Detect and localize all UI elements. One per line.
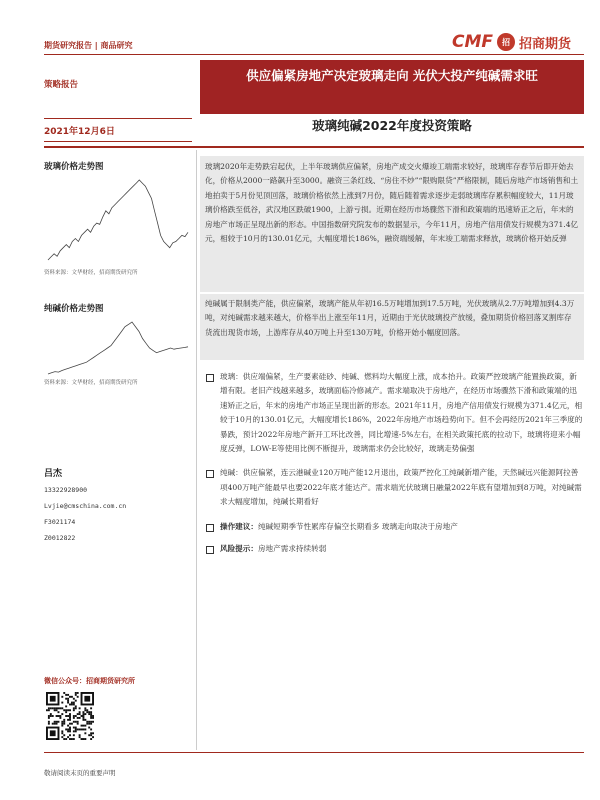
header-section-label: 期货研究报告 | 商品研究 (44, 41, 133, 50)
logo-cmf-text: CMF (452, 32, 494, 52)
author-contact (44, 482, 126, 546)
report-date: 2021年12月6日 (44, 127, 115, 137)
report-subtitle: 玻璃纯碱2022年度投资策略 (312, 118, 472, 133)
company-logo (452, 32, 571, 52)
soda-chart-source: 资料来源：文华财经，招商期货研究所 (44, 380, 138, 386)
subtitle-rule (44, 146, 584, 148)
key-points-list (206, 370, 584, 556)
author-cert-investment: Z0012822 (44, 534, 76, 542)
summary-glass-paragraph: 玻璃2020年走势跌宕起伏，上半年玻璃供应偏紧，房地产成交火爆竣工端需求较好，玻璃库存春节后即开始去化，价格从2000一路飙升至3000。融资三条红线、“房住不炒”“限购限贷”严格限制，随后房地产市场销售和土地拍卖于5月份见顶回落，玻璃价格依然上涨到7月份，随后随着需求逐步走弱玻璃库存累积幅度较大，11月玻璃价格跌至低谷，武汉地区跌破1900，上游亏损。近期在经历市场骤然下滑和政策端的迅速矫正之后，年末的房地产市场正呈现出新的形态。中国指数研究院发布的数据显示，今年11月，房地产信用债发行规模为371.4亿元，相较于10月的130.01亿元，大幅度增长186%，融资端缓解，年末竣工端需求释放，玻璃价格开始反弹 (205, 162, 579, 244)
date-rule-bottom (44, 141, 192, 142)
footer-disclaimer: 敬请阅读末页的重要声明 (44, 769, 116, 777)
soda-ash-price-chart (44, 318, 192, 378)
author-cert-futures: F3021174 (44, 518, 76, 526)
list-item: 玻璃：供应端偏紧，生产要素硅砂、纯碱、燃料均大幅度上涨，成本抬升。政策严控玻璃产能置换政策，新增有限。老旧产线越来越多，玻璃面临冷修减产。需求端取决于房地产，在经历市场骤然下滑和政策端的迅速矫正之后，年末的房地产市场正呈现出新的形态。2021年11月，房地产信用债发行规模为371.4亿元，相较于10月的130.01亿元，大幅度增长186%，2022年房地产市场趋势向下。但不会再经历2021年三季度的暴跌，预计2022年房地产新开工环比改善，同比增速-5%左右，在相关政策托底的拉动下，玻璃将迎来小幅度反弹，LOW-E等使用比例不断提升，玻璃需求仍会比较好，玻璃走势偏强 (206, 370, 584, 456)
glass-price-line (48, 180, 188, 260)
wechat-label: 微信公众号：招商期货研究所 (44, 677, 135, 685)
author-phone: 13322928900 (44, 486, 88, 494)
square-bullet-icon (206, 546, 214, 554)
header-rule (44, 54, 584, 55)
square-bullet-icon (206, 374, 214, 382)
report-type-label: 策略报告 (44, 80, 79, 90)
square-bullet-icon (206, 524, 214, 532)
footer-rule (44, 752, 584, 753)
report-title: 供应偏紧房地产决定玻璃走向 光伏大投产纯碱需求旺 (200, 60, 584, 114)
soda-price-line (48, 322, 188, 374)
square-bullet-icon (206, 470, 214, 478)
column-divider (196, 150, 197, 750)
wechat-qr-code-icon[interactable] (46, 692, 94, 740)
summary-soda-paragraph: 纯碱属于限制类产能，供应偏紧，玻璃产能从年初16.5万吨增加到17.5万吨，光伏玻璃从2.7万吨增加到4.3万吨，对纯碱需求越来越大，价格半出上涨至年11月，近期由于光伏玻璃投产放缓，叠加期货价格回落叉割库存货流出现货市场，上游库存从40万吨上升至130万吨，价格开始小幅度回落。 (205, 299, 575, 337)
list-item: 纯碱：供应偏紧，连云港碱业120万吨产能12月退出，政策严控化工纯碱新增产能，天然碱远兴能源阿拉善项400万吨产能最早也要2022年底才能达产。需求端光伏玻璃日融量2022年底有望增加到8万吨，对纯碱需求大幅度增加，纯碱长期看好 (206, 466, 584, 509)
glass-price-chart (44, 176, 192, 264)
date-rule (44, 118, 192, 119)
soda-chart-title: 纯碱价格走势图 (44, 304, 104, 314)
logo-company-name: 招商期货 (519, 36, 572, 52)
author-name: 吕杰 (44, 469, 63, 479)
author-email[interactable]: Lvjie@cmschina.com.cn (44, 502, 127, 510)
logo-badge-icon: 招 (497, 33, 515, 51)
glass-chart-title: 玻璃价格走势图 (44, 162, 104, 172)
list-item: 风险提示：房地产需求持续转弱 (206, 542, 584, 556)
list-item: 操作建议：纯碱短期季节性累库存偏空长期看多 玻璃走向取决于房地产 (206, 520, 584, 534)
glass-chart-source: 资料来源：文华财经，招商期货研究所 (44, 270, 138, 276)
